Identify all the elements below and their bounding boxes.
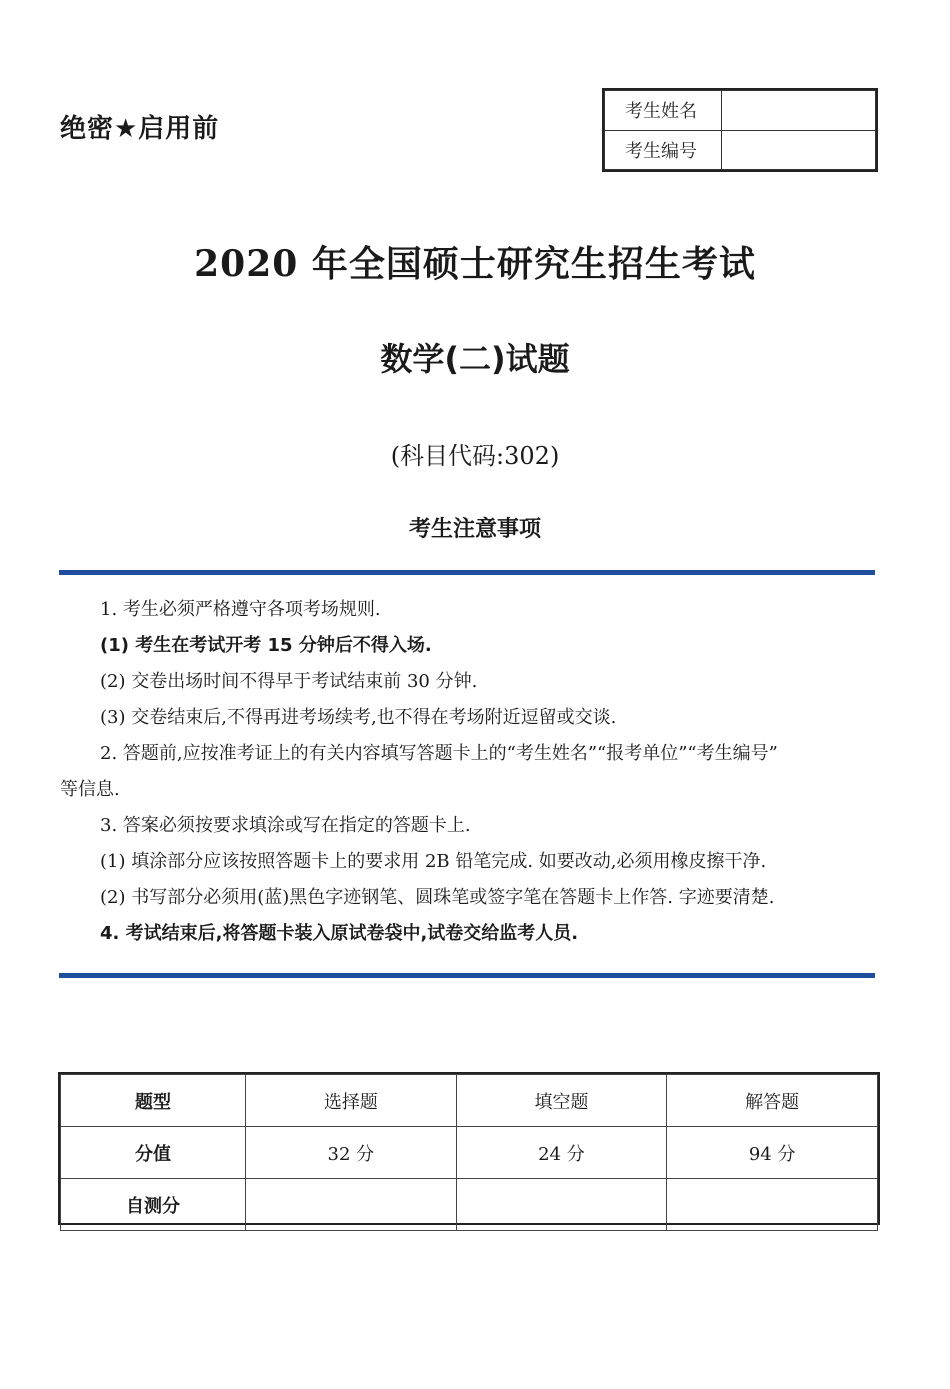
notes-list bbox=[60, 592, 875, 952]
candidate-name-label: 考生姓名 bbox=[605, 91, 722, 131]
table-row bbox=[61, 1127, 878, 1179]
note-item: (1) 考生在考试开考 15 分钟后不得入场. bbox=[100, 635, 432, 656]
note-item: (3) 交卷结束后,不得再进考场续考,也不得在考场附近逗留或交谈. bbox=[100, 707, 617, 728]
candidate-number-label: 考生编号 bbox=[605, 130, 722, 170]
note-item: (2) 交卷出场时间不得早于考试结束前 30 分钟. bbox=[100, 671, 478, 692]
note-item: 等信息. bbox=[60, 779, 120, 800]
candidate-number-field[interactable] bbox=[722, 130, 876, 170]
row-header: 分值 bbox=[61, 1127, 246, 1179]
note-item: 2. 答题前,应按准考证上的有关内容填写答题卡上的“考生姓名”“报考单位”“考生编号” bbox=[100, 743, 778, 764]
note-item: (2) 书写部分必须用(蓝)黑色字迹钢笔、圆珠笔或签字笔在答题卡上作答. 字迹要清楚. bbox=[100, 887, 775, 908]
self-score-cell[interactable] bbox=[456, 1179, 667, 1231]
table-cell: 解答题 bbox=[667, 1075, 878, 1127]
notice-heading: 考生注意事项 bbox=[408, 517, 541, 542]
table-row bbox=[61, 1075, 878, 1127]
row-header: 自测分 bbox=[61, 1179, 246, 1231]
note-item: 4. 考试结束后,将答题卡装入原试卷袋中,试卷交给监考人员. bbox=[100, 923, 579, 944]
table-cell: 32 分 bbox=[246, 1127, 457, 1179]
table-cell: 选择题 bbox=[246, 1075, 457, 1127]
candidate-name-field[interactable] bbox=[722, 91, 876, 131]
self-score-cell[interactable] bbox=[246, 1179, 457, 1231]
table-cell: 94 分 bbox=[667, 1127, 878, 1179]
table-cell: 填空题 bbox=[456, 1075, 667, 1127]
table-cell: 24 分 bbox=[456, 1127, 667, 1179]
confidential-label: 绝密★启用前 bbox=[60, 114, 220, 144]
note-item: 1. 考生必须严格遵守各项考场规则. bbox=[100, 599, 381, 620]
exam-subtitle: 数学(二)试题 bbox=[380, 340, 570, 378]
subject-code: (科目代码:302) bbox=[390, 442, 560, 470]
score-table bbox=[58, 1072, 880, 1225]
note-item: (1) 填涂部分应该按照答题卡上的要求用 2B 铅笔完成. 如要改动,必须用橡皮擦干净. bbox=[100, 851, 767, 872]
note-item: 3. 答案必须按要求填涂或写在指定的答题卡上. bbox=[100, 815, 471, 836]
top-divider bbox=[59, 570, 875, 575]
candidate-id-box bbox=[602, 88, 878, 172]
table-row bbox=[61, 1179, 878, 1231]
row-header: 题型 bbox=[61, 1075, 246, 1127]
self-score-cell[interactable] bbox=[667, 1179, 878, 1231]
exam-title: 2020 年全国硕士研究生招生考试 bbox=[194, 243, 756, 285]
bottom-divider bbox=[59, 973, 875, 978]
